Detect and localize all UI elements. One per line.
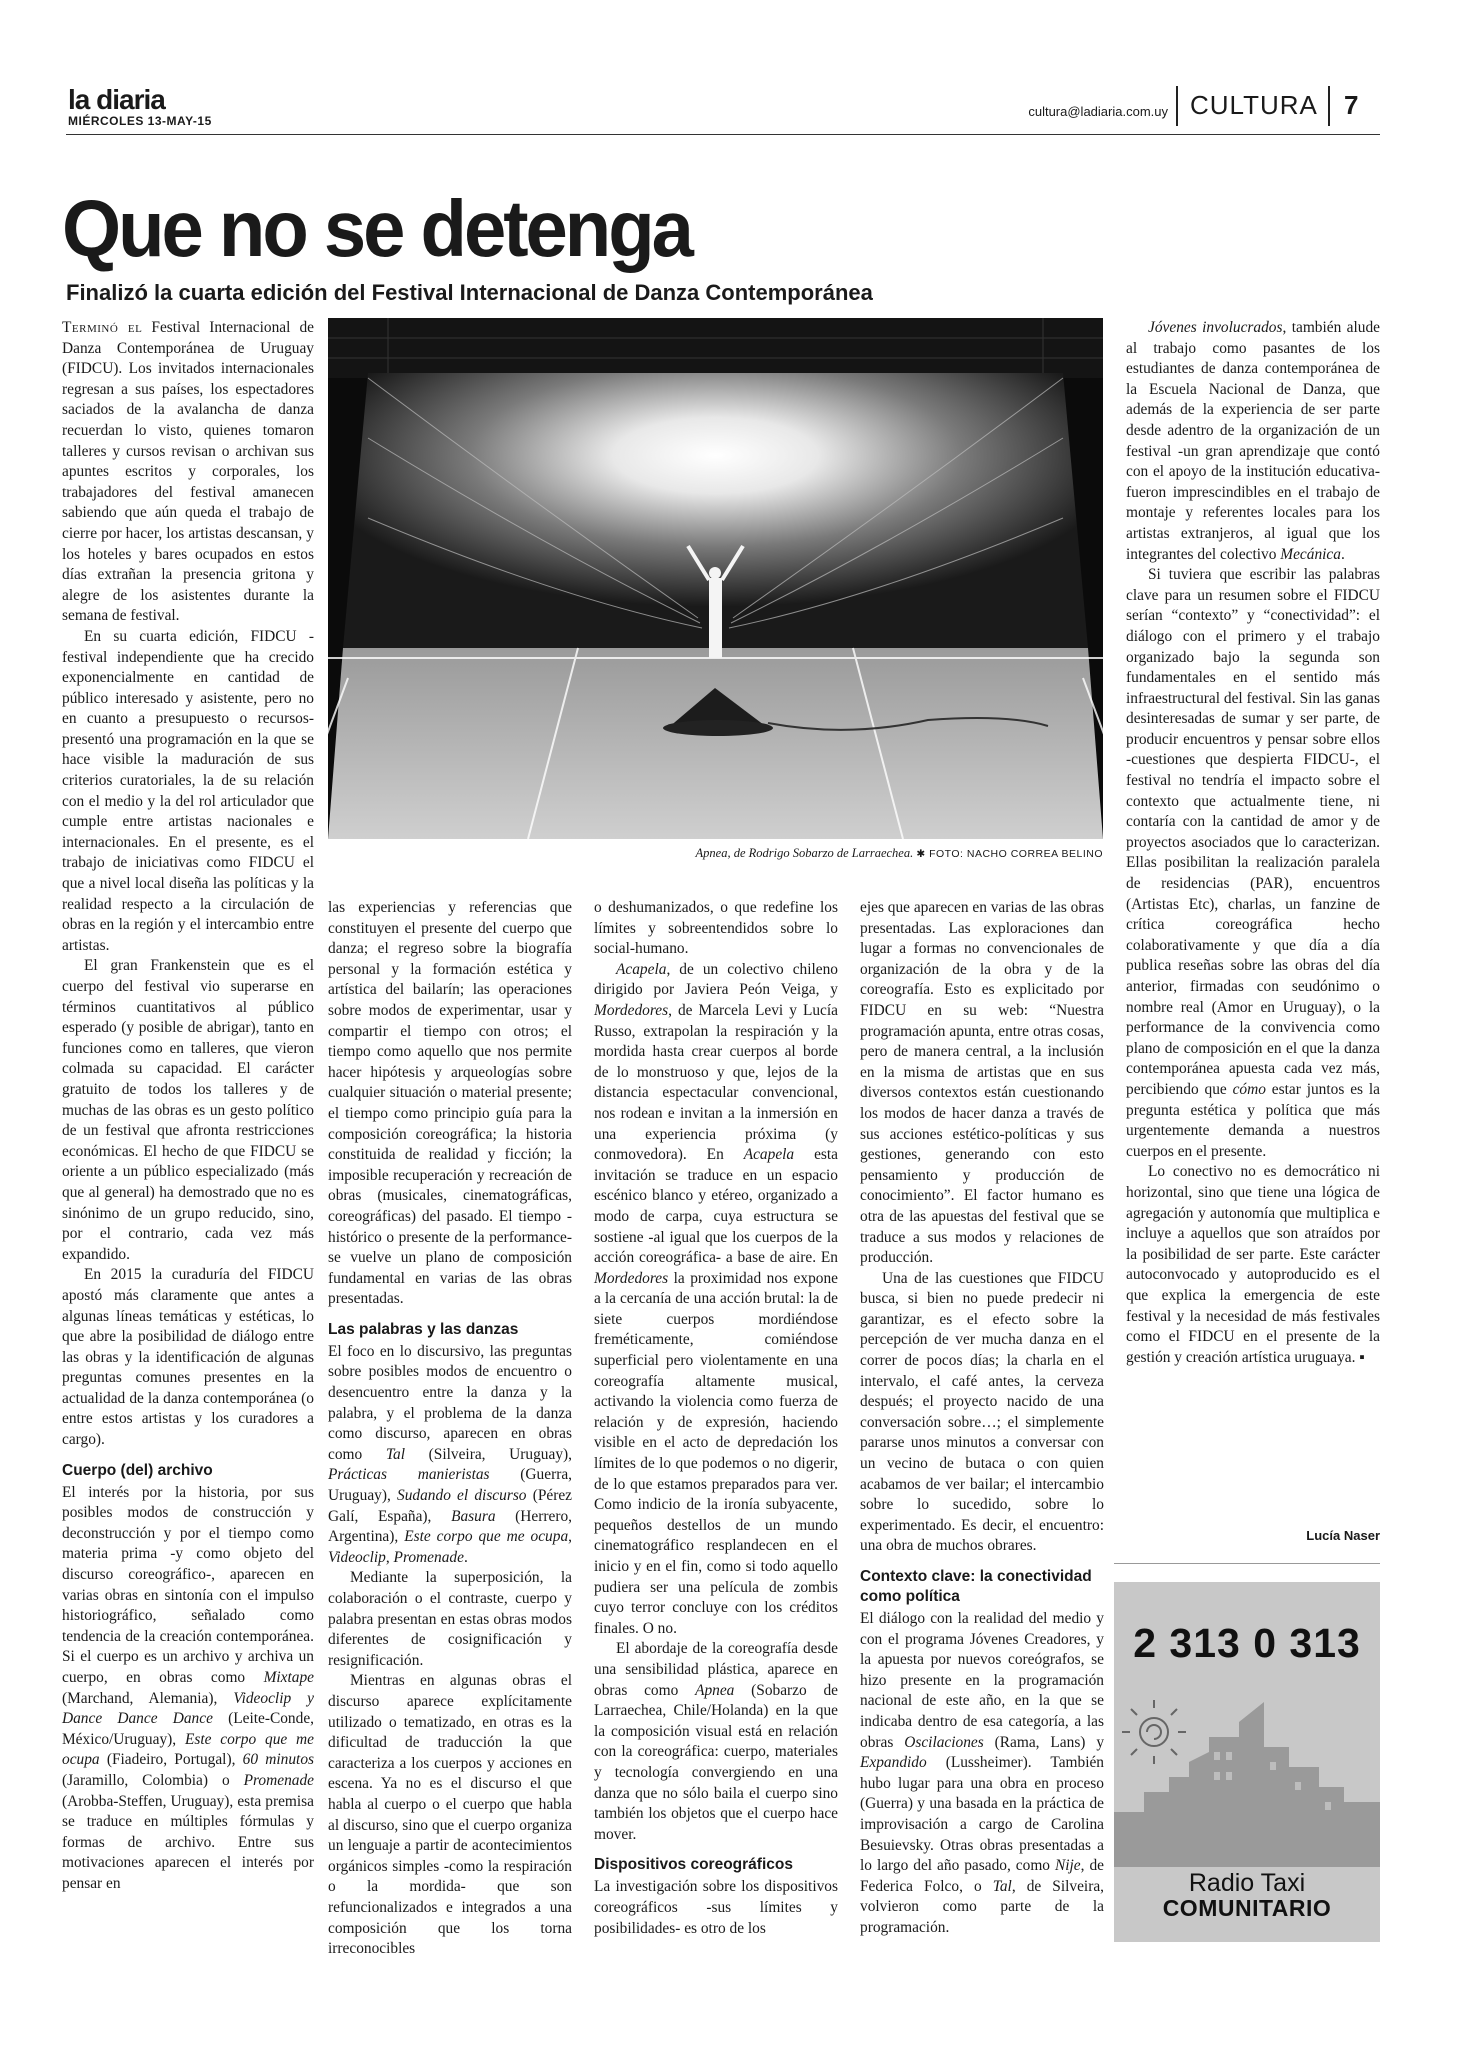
- work-title: Este corpo que me ocupa: [62, 1730, 314, 1769]
- paragraph: [860, 1609, 1104, 1939]
- text-run: , de un colectivo chileno dirigido por Javiera Peón Veiga, y: [594, 960, 838, 999]
- taxi-advertisement[interactable]: [1114, 1582, 1380, 1942]
- lead-in: Terminó el: [62, 319, 143, 336]
- text-run: Si tuviera que escribir las palabras clave para un resumen sobre el FIDCU serían “contexto” y “conectividad”: el diálogo con el primero y el trabajo organizado bajo la segunda son fundamentales en el sentido más infraestructural del festival. Sin las ganas desinteresadas de sumar y ser parte, de producir encuentros y pensar sobre ellos -cuestiones que despierta FIDCU-, el festival no tendría el impacto sobre el contexto que actualmente tiene, ni contaría con la cantidad de amor y de proyectos asociados que lo caracterizan. Ellas posibilitan la realización paralela de residencias (PAR), encuentros (Artistas Etc), charlas, un fanzine de crítica coreográfica hecho colaborativamente y que día a día publica reseñas sobre las obras del día anterior, firmadas con seudónimo o nombre real (Amor en Uruguay), o la performance de la convivencia como plano de composición en el que la danza contemporánea apuesta cada vez más, percibiendo que: [1126, 566, 1380, 1098]
- end-mark-icon: ▪: [1359, 1348, 1365, 1366]
- paragraph: o deshumanizados, o que redefine los límites y sobreentendidos sobre lo social-humano.: [594, 899, 838, 958]
- masthead-divider: [1328, 86, 1330, 126]
- text-run: (Rama, Lans) y: [983, 1733, 1105, 1751]
- work-title: Acapela: [616, 960, 667, 978]
- masthead-rule: [66, 134, 1380, 135]
- paragraph: Mediante la superposición, la colaboración o el contraste, cuerpo y palabra presentan en estas obras modos diferentes de cosignificación y resignificación.: [328, 1569, 572, 1669]
- work-title: Basura: [451, 1507, 496, 1525]
- text-run: (Lussheimer). También hubo lugar para una obra en proceso (Guerra) y una basada en la práctica de improvisación a cargo de Carolina Besuievsky. Otras obras presentadas a lo largo del año pasado, como: [860, 1754, 1104, 1875]
- work-title: Videoclip y Dance Dance Dance: [62, 1689, 314, 1728]
- text-run: (Arobba-Steffen, Uruguay), esta premisa se traduce en múltiples fórmulas y formas de archivo. Entre sus motivaciones aparecen el interés por pensar en: [62, 1792, 314, 1892]
- ad-phone-number: 2 313 0 313: [1133, 1620, 1361, 1666]
- paragraph: Una de las cuestiones que FIDCU busca, si bien no puede predecir ni garantizar, es el efecto sobre la percepción de ver mucha danza en el correr de pocos días; la charla en el intervalo, el café antes, la cerveza después; el proyecto nacido de una conversación sobre…; el simplemente pararse unos minutos a conversar con un vecino de butaca o con quien acabamos de ver bailar; el intercambio sobre lo sucedido, sobre lo experimentado. Es decir, el encuentro: una obra de muchos obrares.: [860, 1269, 1104, 1555]
- text-run: (Jaramillo, Colombia) o: [62, 1771, 244, 1789]
- paragraph: [62, 318, 314, 627]
- paragraph: ejes que aparecen en varias de las obras presentadas. Las exploraciones dan lugar a formas no convencionales de organización de la obra y de la coreografía. Esto es explicitado por FIDCU en su web: “Nuestra programación apunta, entre otras cosas, pero de manera central, a la inclusión en la misma de artistas que en sus diversos contextos están cuestionando los modos de hacer danza a través de sus acciones estético-políticas y sus gestiones, generando con esto pensamiento y producción de conocimiento”. El factor humano es otra de las apuestas del festival que se traduce a sus modos y relaciones de producción.: [860, 899, 1104, 1267]
- work-title: Sudando el discurso: [397, 1487, 527, 1505]
- work-title: Acapela: [743, 1146, 795, 1164]
- photo-caption: [328, 846, 1103, 861]
- article-column-2: [328, 898, 572, 1960]
- text-run: El abordaje de la coreografía desde una sensibilidad plástica, aparece en obras como: [594, 1640, 838, 1699]
- text-run: (Herrero, Argentina),: [328, 1507, 572, 1546]
- work-title: Mordedores: [594, 1269, 669, 1287]
- paragraph-text: Festival Internacional de Danza Contemporánea de Uruguay (FIDCU). Los invitados internacionales regresan a sus países, los espectadores saciados de la avalancha de danza recuerdan lo visto, quienes tomaron talleres y cursos revisan o archivan sus apuntes escritos y corporales, los trabajadores del festival amanecen sabiendo que aún queda el trabajo de cierre por hacer, los artistas descansan, y los hoteles y bares ocupados en estos días extrañan la presencia gritona y alegre de los asistentes durante la semana de festival.: [62, 319, 314, 625]
- page-number: 7: [1344, 90, 1359, 120]
- work-title: Nije: [1054, 1857, 1081, 1875]
- paragraph: En su cuarta edición, FIDCU -festival independiente que ha crecido exponencialmente en cantidad de público interesado y asistente, pero no en cuanto a presupuesto o recursos- presentó una programación en la que se hace visible la maduración de sus criterios curatoriales, la de su relación con el medio y la del rol articulador que cumple entre artistas nacionales e internacionales. En el presente, es el trabajo de iniciativas como FIDCU el que a nivel local diseña las políticas y la realidad respecto a la circulación de obras en la región y el intercambio entre artistas.: [62, 627, 314, 954]
- section-name: CULTURA: [1190, 90, 1318, 120]
- work-title: Videoclip: [328, 1548, 386, 1566]
- text-run: .: [1340, 545, 1345, 563]
- text-run: ,: [385, 1548, 394, 1566]
- text-run: , de Marcela Levi y Lucía Russo, extrapolan la respiración y la mordida hasta crear cuerpos al borde de lo monstruoso y que, lejos de la distancia espectacular convencional, nos rodean e invitan a la inmersión en una experiencia próxima (y conmovedora). En: [594, 1001, 838, 1164]
- emphasis: cómo: [1232, 1080, 1266, 1098]
- work-title: Expandido: [860, 1754, 927, 1772]
- ad-company-name: Radio Taxi: [1188, 1869, 1306, 1897]
- text-run: El interés por la historia, por sus posibles modos de construcción y deconstrucción y por el tiempo como materia prima -y como objeto del discurso coreográfico-, aparecen en varias obras en sintonía con el impulso historiográfico, señalado como tendencia de la creación contemporánea. Si el cuerpo es un archivo y archiva un cuerpo, en obras como: [62, 1483, 314, 1686]
- text-run: ,: [568, 1528, 572, 1546]
- brand-logo: la diaria: [68, 84, 165, 115]
- paragraph: La investigación sobre los dispositivos coreográficos -sus límites y posibilidades- es otro de los: [594, 1878, 838, 1937]
- paragraph: [62, 1483, 314, 1895]
- article-column-4: [860, 898, 1104, 1939]
- work-title: Apnea: [695, 1681, 735, 1699]
- subheading: Cuerpo (del) archivo: [62, 1461, 213, 1479]
- city-skyline-icon: [1114, 1692, 1380, 1867]
- paragraph: [1126, 1162, 1380, 1368]
- paragraph: [328, 1342, 572, 1569]
- issue-date: MIÉRCOLES 13-MAY-15: [68, 114, 212, 128]
- work-title: 60 minutos: [242, 1751, 314, 1769]
- byline: Lucía Naser: [1306, 1528, 1380, 1543]
- article-column-1: [62, 318, 314, 1895]
- work-title: Promenade: [393, 1548, 464, 1566]
- text-run: , también alude al trabajo como pasantes de los estudiantes de danza contemporánea de la Escuela Nacional de Danza, que además de la experiencia de ser parte desde adentro de la organización de un festival -un gran aprendizaje que contó con el apoyo de la institución educativa- fueron imprescindibles en el trabajo de montaje y referentes locales para los artistas extranjeros, al igual que los integrantes del colectivo: [1126, 319, 1381, 563]
- work-title: Mixtape: [263, 1669, 314, 1686]
- text-run: El diálogo con la realidad del medio y con el programa Jóvenes Creadores, y la apuesta por nuevos coreógrafos, se hizo presente en la programación nacional de este año, en la que se indicaba dentro de esa categoría, a las obras: [860, 1610, 1104, 1751]
- text-run: estar juntos es la pregunta estética y política que más urgentemente demanda a nuestros cuerpos en el presente.: [1126, 1080, 1380, 1160]
- work-title: Oscilaciones: [904, 1733, 984, 1751]
- paragraph: Mientras en algunas obras el discurso aparece explícitamente utilizado o tematizado, en otras es la dificultad de traducción la que caracteriza a los cuerpos y acciones en escena. Ya no es el discurso el que habla al cuerpo o el cuerpo que habla al discurso, sino que el cuerpo organiza un lenguaje a partir de acontecimientos orgánicos simples -como la respiración o la mordida- que son refuncionalizados e integrados a una composición que los torna irreconocibles: [328, 1672, 572, 1958]
- subheading: Las palabras y las danzas: [328, 1320, 519, 1338]
- ad-company-name-line2: COMUNITARIO: [1162, 1895, 1332, 1921]
- work-title: Jóvenes involucrados: [1148, 319, 1283, 336]
- article-headline: Que no se detenga: [62, 184, 691, 274]
- text-run: (Sobarzo de Larraechea, Chile/Holanda) en la que la composición visual está en relación con la coreográfica: cuerpo, materiales y tecnología convergiendo en una danza que no sólo baila el cuerpo sino también los objetos que el cuerpo hace mover.: [594, 1681, 838, 1843]
- text-run: esta invitación se traduce en un espacio escénico blanco y etéreo, organizado a modo de carpa, cuya estructura se sostiene -al igual que los cuerpos de la acción coreográfica- a base de aire. En: [594, 1146, 838, 1267]
- byline-rule: [1114, 1563, 1380, 1564]
- paragraph: las experiencias y referencias que constituyen el presente del cuerpo que danza; el regreso sobre la biografía personal y la formación estética y artística del bailarín; las operaciones sobre modos de experimentar, usar y compartir el tiempo con otros; el tiempo como aquello que nos permite hacer hipótesis y arqueologías sobre cualquier situación o material presente; el tiempo como principio guía para la composición coreográfica; la historia constituida de realidad y ficción; la imposible recuperación y recreación de obras (musicales, cinematográficas, coreográficas) del pasado. El tiempo -histórico o presente de la performance- se vuelve un plano de composición fundamental en varias de las obras presentadas.: [328, 899, 572, 1308]
- text-run: la proximidad nos expone a la cercanía de una acción brutal: la de siete cuerpos mordiéndose freméticamente, comiéndose superficial pero violentamente en una coreografía altamente musical, activando la violencia como fuerza de relación y de expresión, haciendo visible en el acto de depredación los límites de lo que podemos o no digerir, de lo que estamos preparados para ver. Como indicio de la ironía subyacente, pequeños destellos de un mundo cinematográfico resplandecen en el inicio y en el fin, como si todo aquello pudiera ser una película de zombis cuyo terror concluye con los créditos finales. O no.: [594, 1269, 838, 1637]
- work-title: Promenade: [243, 1771, 314, 1789]
- paragraph: En 2015 la curaduría del FIDCU apostó más claramente que antes a algunas líneas temáticas y estéticas, lo que abre la posibilidad de diálogo entre las obras y la identificación de algunas preguntas comunes presentes en la actualidad de la danza contemporánea (o entre estos artistas y los curadores a cargo).: [62, 1266, 314, 1449]
- text-run: , de Silveira, volvieron como parte de la programación.: [860, 1877, 1104, 1936]
- photo-credit: ✱ FOTO: NACHO CORREA BELINO: [916, 848, 1103, 860]
- masthead-divider: [1176, 86, 1178, 126]
- section-email: cultura@ladiaria.com.uy: [1028, 104, 1168, 119]
- subheading: Contexto clave: la conectividad como política: [860, 1568, 1092, 1605]
- paragraph: [1126, 318, 1380, 565]
- paragraph: [594, 960, 838, 1640]
- paragraph: El gran Frankenstein que es el cuerpo del festival vio superarse en términos cuantitativos al público esperado (y posible de abrigar), tanto en funciones como en talleres, que vieron colmada su capacidad. El carácter gratuito de todos los talleres y de muchas de las obras es un gesto político de un festival que afronta restricciones económicas. El hecho de que FIDCU se oriente a un público especializado (más que al general) ha demostrado que no es sinónimo de un grupo reducido, sino, por el contrario, cada vez más expandido.: [62, 957, 314, 1263]
- work-title: Este corpo que me ocupa: [404, 1528, 569, 1546]
- text-run: (Fiadeiro, Portugal),: [99, 1751, 243, 1769]
- stage-photo-illustration: [328, 318, 1103, 839]
- text-run: (Silveira, Uruguay),: [404, 1445, 572, 1463]
- work-title: Prácticas manieristas: [328, 1466, 490, 1484]
- work-title: Mecánica: [1280, 545, 1341, 563]
- paragraph: [594, 1639, 838, 1845]
- text-run: Lo conectivo no es democrático ni horizontal, sino que tiene una lógica de agregación y autonomía que multiplica e incluye a aquellos que son atraídos por la posibilidad de ser parte. Este carácter autoconvocado y autoproducido es el que explica la emergencia de este festival y la necesidad de más festivales como el FIDCU en el presente de la gestión y creación artística uruguaya.: [1126, 1163, 1380, 1366]
- text-run: , de Federica Folco, o: [860, 1857, 1104, 1895]
- caption-text: Apnea, de Rodrigo Sobarzo de Larraechea.: [695, 846, 914, 860]
- article-photo: [328, 318, 1103, 839]
- article-column-3: [594, 898, 838, 1939]
- work-title: Mordedores: [594, 1001, 669, 1019]
- text-run: (Marchand, Alemania),: [62, 1689, 234, 1707]
- article-deck: Finalizó la cuarta edición del Festival Internacional de Danza Contemporánea: [66, 280, 873, 305]
- text-run: (Leite-Conde, México/Uruguay),: [62, 1710, 314, 1748]
- work-title: Tal: [992, 1877, 1012, 1895]
- paragraph: [1126, 565, 1380, 1162]
- text-run: .: [463, 1548, 468, 1566]
- text-run: (Guerra, Uruguay),: [328, 1466, 572, 1505]
- article-column-5: [1126, 318, 1380, 1368]
- subheading: Dispositivos coreográficos: [594, 1856, 793, 1874]
- text-run: El foco en lo discursivo, las preguntas sobre posibles modos de encuentro o desencuentro entre la danza y la palabra, y el problema de la danza como discurso, aparecen en obras como: [328, 1342, 572, 1463]
- work-title: Tal: [385, 1445, 405, 1463]
- text-run: (Pérez Galí, España),: [328, 1487, 572, 1525]
